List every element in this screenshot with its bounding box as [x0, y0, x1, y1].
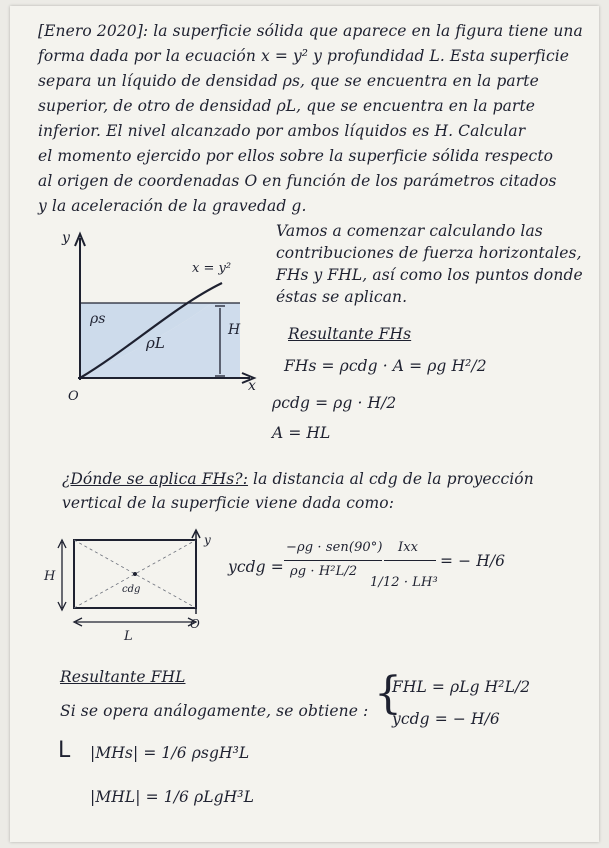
fhl-section-title: Resultante FHL — [60, 668, 186, 686]
fig1-y-label: y — [62, 230, 70, 246]
figure-surface-liquids — [50, 228, 270, 408]
fhs-equation-2: ρcdg = ρg · H/2 — [272, 394, 397, 412]
fhl-equation-2: ycdg = − H/6 — [392, 710, 500, 728]
problem-line-6: el momento ejercido por ellos sobre la superficie sólida respecto — [38, 147, 554, 165]
ycdg-fraction-bar — [284, 560, 382, 561]
moment-hs-equation: |MHs| = 1/6 ρsgH³L — [90, 744, 250, 762]
cdg-point — [133, 572, 137, 576]
problem-line-7: al origen de coordenadas O en función de los parámetros citados — [38, 172, 557, 190]
fhl-equation-1: FHL = ρLg H²L/2 — [392, 678, 531, 696]
fhs-equation-1: FHs = ρcdg · A = ρg H²/2 — [284, 357, 487, 375]
donde-title: ¿Dónde se aplica FHs?: — [62, 470, 249, 488]
problem-line-3: separa un líquido de densidad ρs, que se encuentra en la parte — [38, 72, 539, 90]
donde-line-1 — [62, 470, 534, 488]
ycdg-result: = − H/6 — [440, 552, 506, 570]
fig1-curve-label: x = y² — [192, 261, 232, 276]
donde-line-2: vertical de la superficie viene dada como: — [62, 494, 395, 512]
intro-line-2: contribuciones de fuerza horizontales, — [276, 244, 582, 262]
ycdg-numerator: −ρg · sen(90°) — [286, 540, 383, 555]
fig2-y-label: y — [204, 533, 211, 547]
fig2-cdg-label: cdg — [122, 584, 141, 595]
ycdg-ixx: Ixx — [398, 540, 419, 555]
fhs-section-title: Resultante FHs — [288, 325, 412, 343]
fig1-x-label: x — [248, 378, 256, 394]
fig1-rho-l-label: ρL — [146, 334, 165, 352]
problem-line-8: y la aceleración de la gravedad g. — [38, 197, 307, 215]
figure-projection-rectangle — [38, 528, 228, 648]
intro-line-1: Vamos a comenzar calculando las — [276, 222, 543, 240]
problem-line-2: forma dada por la ecuación x = y² y profundidad L. Esta superficie — [38, 47, 570, 65]
ycdg-lhs: ycdg = — [228, 558, 284, 576]
problem-line-5: inferior. El nivel alcanzado por ambos líquidos es H. Calcular — [38, 122, 526, 140]
moment-hl-equation: |MHL| = 1/6 ρLgH³L — [90, 788, 254, 806]
fhl-brace: { — [374, 668, 402, 719]
fig2-origin-label: O — [190, 617, 200, 631]
problem-line-4: superior, de otro de densidad ρL, que se encuentra en la parte — [38, 97, 536, 115]
ycdg-denominator: ρg · H²L/2 — [290, 564, 358, 579]
ixx-fraction-bar — [384, 560, 436, 561]
fhl-text: Si se opera análogamente, se obtiene : — [60, 702, 369, 720]
intro-line-4: éstas se aplican. — [276, 288, 408, 306]
fhs-equation-3: A = HL — [272, 424, 331, 442]
donde-line-1-rest: la distancia al cdg de la proyección — [253, 470, 534, 488]
fig2-width-label: L — [124, 629, 133, 644]
problem-line-1: [Enero 2020]: la superficie sólida que aparece en la figura tiene una — [38, 22, 583, 40]
ycdg-ixx-value: 1/12 · LH³ — [370, 575, 438, 590]
fig1-origin-label: O — [68, 389, 79, 404]
intro-line-3: FHs y FHL, así como los puntos donde — [276, 266, 583, 284]
fig1-height-label: H — [228, 322, 241, 338]
fig2-height-label: H — [44, 569, 56, 584]
moments-marker: L — [58, 738, 71, 763]
fig1-rho-s-label: ρs — [90, 311, 106, 327]
